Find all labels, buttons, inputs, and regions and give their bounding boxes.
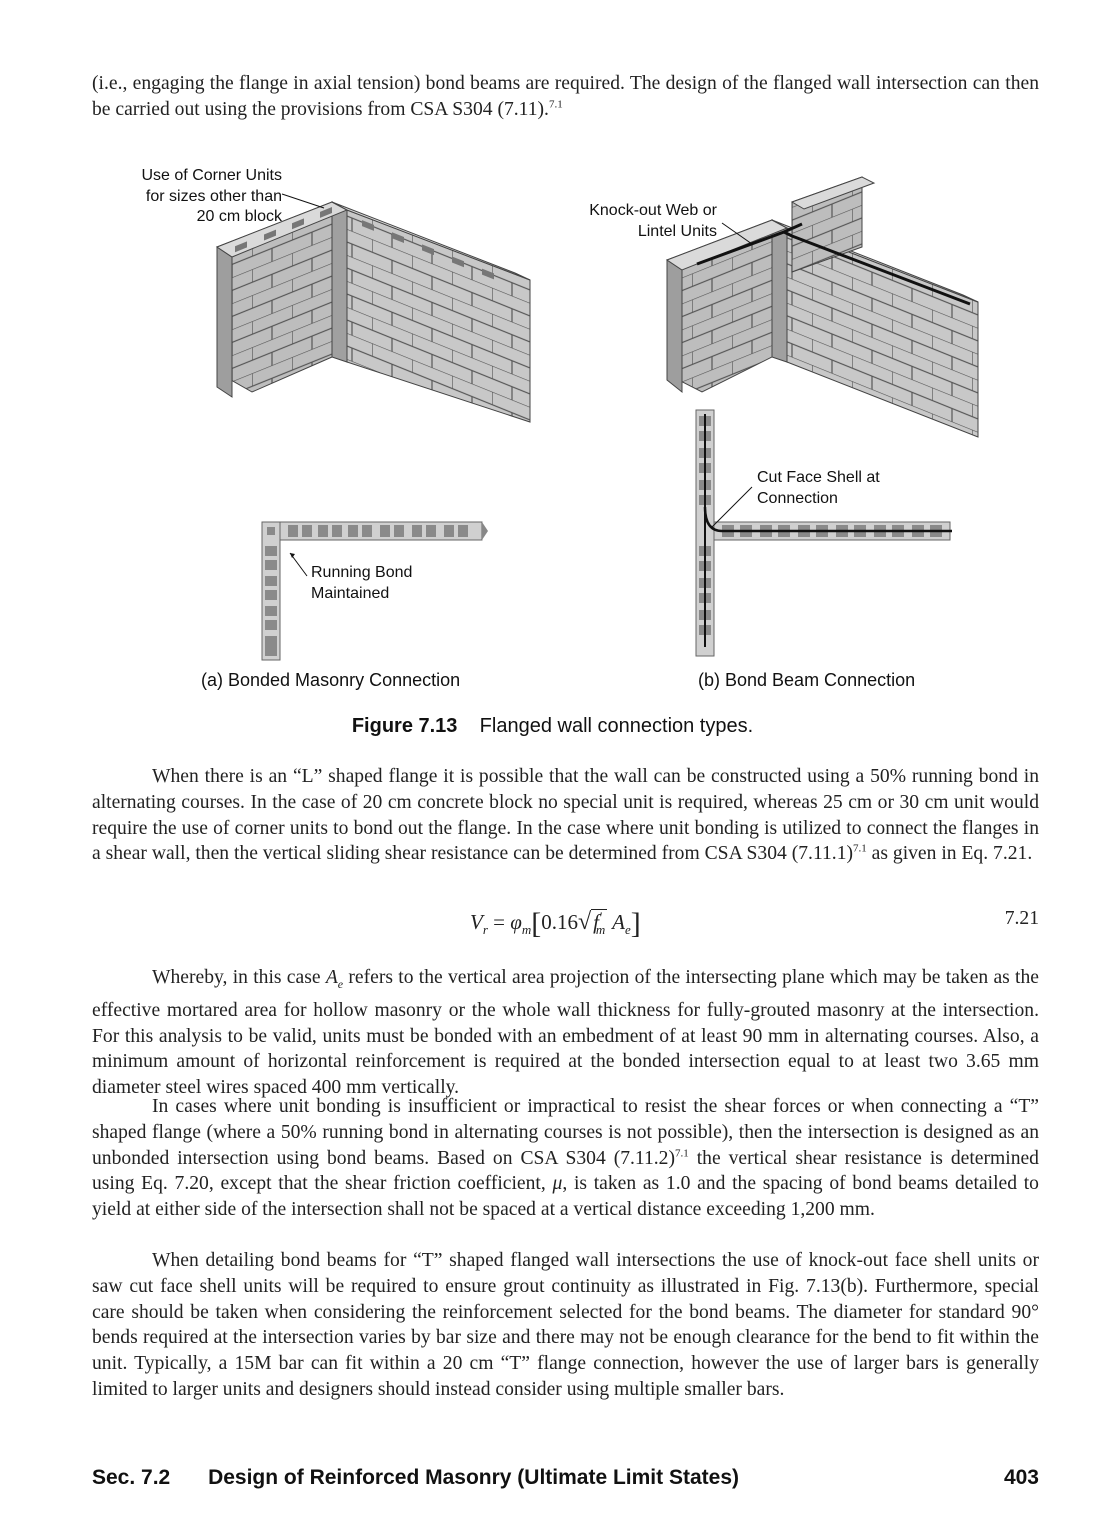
leader-corner-units: [282, 194, 324, 208]
intro-ref: 7.1: [548, 98, 563, 111]
page-footer: [92, 1466, 1039, 1490]
paragraph-4: When detailing bond beams for “T” shaped flanged wall intersections the use of knock-out face shell units or saw cut face shell units will be required to ensure grout continuity as illustrated in Fig. 7.13(b). Furthermore, special care should be taken when considering the reinforcement selected for the bond beams. The diameter for standard 90° bends required at the intersection varies by bar size and there may not be enough clearance for the bend to fit within the unit. Typically, a 15M bar can fit within a 20 cm “T” flange connection, however the use of larger bars is generally limited to larger units and designers should instead consider using multiple smaller bars.: [92, 1250, 1039, 1400]
equation-body: $V_r = \varphi_m[0.16√f'_m$ $A_e$]: [470, 907, 641, 940]
paragraph-3: In cases where unit bonding is insufficient or impractical to resist the shear forces or when connecting a “T” shaped flange (where a 50% running bond in alternating courses is not possible), then the intersection is designed as an unbonded intersection using bond beams. Based on CSA S304 $(7.11.2)^{7.1}$ the vertical shear resistance is determined using Eq. 7.20, except that the shear friction coefficient, μ, is taken as 1.0 and the spacing of bond beams detailed to yield at either side of the intersection shall not be spaced at a vertical distance exceeding 1,200 mm.: [92, 1096, 1039, 1221]
page-number: 403: [1003, 1466, 1039, 1489]
equation-number: 7.21: [1004, 908, 1039, 929]
subcaption-a: (a) Bonded Masonry Connection: [201, 670, 461, 690]
intro-text: (i.e., engaging the flange in axial tension) bond beams are required. The design of the flanged wall intersection can then be carried out using the provisions from CSA S304 (7.11).: [92, 73, 1039, 120]
label-corner-units: Use of Corner Units for sizes other than 20 cm block: [141, 167, 282, 225]
subcaption-b: (b) Bond Beam Connection: [698, 670, 916, 690]
label-cut-face-shell: Cut Face Shell at Connection: [757, 469, 880, 507]
wall-a-3d: [217, 202, 530, 422]
paragraph-1: When there is an “L” shaped flange it is possible that the wall can be constructed using a 50% running bond in alternating courses. In the case of 20 cm concrete block no special unit is required, whereas 25 cm or 30 cm unit would require the use of corner units to bond out the flange. In the case where unit bonding is utilized to connect the flanges in a shear wall, then the vertical sliding shear resistance can be determined from CSA S304 $(7.11.1)^{7.1}$ as given in Eq. 7.21.: [92, 766, 1039, 865]
caption-number: Figure 7.13: [351, 715, 458, 737]
figure-caption: [0, 715, 1105, 738]
equation-7-21: [0, 902, 1105, 942]
label-knockout-web: Knock-out Web or Lintel Units: [589, 202, 717, 240]
label-running-bond: Running Bond Maintained: [311, 564, 413, 602]
footer-title: Design of Reinforced Masonry (Ultimate Limit States): [208, 1466, 739, 1489]
intro-paragraph: [92, 71, 1039, 123]
paragraph-2: Whereby, in this case $A_e$ refers to the vertical area projection of the intersecting plane which may be taken as the effective mortared area for hollow masonry or the whole wall thickness for fully-grouted masonry at the intersection. For this analysis to be valid, units must be bonded with an embedment of at least 90 mm in alternating courses. Also, a minimum amount of horizontal reinforcement is required at the bonded intersection equal to at least two 3.65 mm diameter steel wires spaced 400 mm vertically.: [92, 967, 1039, 1099]
figure-7-13: [92, 152, 1039, 697]
footer-section: Sec. 7.2: [92, 1466, 171, 1489]
caption-text: Flanged wall connection types.: [479, 715, 754, 737]
plan-b: [696, 410, 952, 656]
leader-cut-face: [712, 487, 752, 527]
